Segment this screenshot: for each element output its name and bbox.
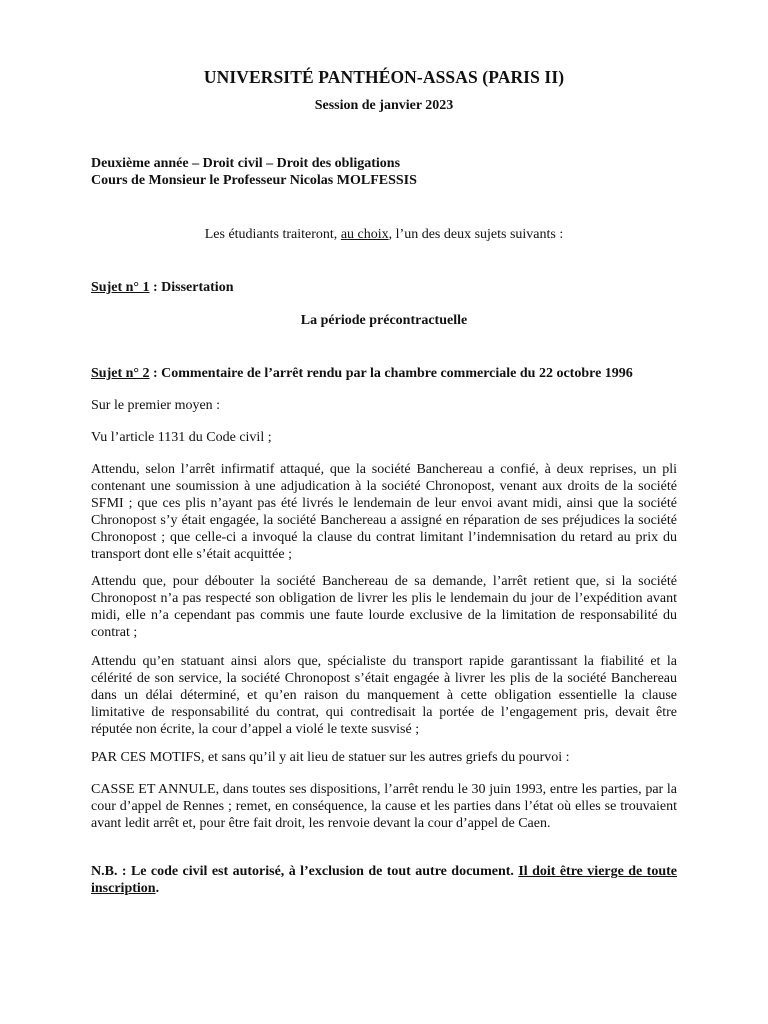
paragraph-2: Vu l’article 1131 du Code civil ;	[91, 430, 272, 445]
nb-suffix: .	[155, 881, 160, 896]
intro-after: , l’un des deux sujets suivants :	[388, 227, 564, 242]
subject-1-label: Sujet n° 1	[91, 280, 150, 295]
paragraph-6: PAR CES MOTIFS, et sans qu’il y ait lieu de statuer sur les autres griefs du pourvoi :	[91, 750, 570, 765]
university-title: UNIVERSITÉ PANTHÉON-ASSAS (PARIS II)	[203, 67, 565, 87]
paragraph-4: Attendu que, pour débouter la société Banchereau de sa demande, l’arrêt retient que, si la société Chronopost n’a pas respecté son obligation de livrer les plis le lendemain du jour de l’expédition avant midi, elle n’a cependant pas commis une faute lourde exclusive de la limitation de responsabilité du contrat ;	[91, 574, 677, 640]
course-line-2: Cours de Monsieur le Professeur Nicolas MOLFESSIS	[91, 173, 417, 188]
nb-note	[91, 863, 677, 897]
course-info	[91, 155, 677, 189]
subject-2-heading	[91, 365, 677, 382]
course-line-1: Deuxième année – Droit civil – Droit des obligations	[91, 156, 401, 171]
paragraph-5: Attendu qu’en statuant ainsi alors que, spécialiste du transport rapide garantissant la fiabilité et la célérité de son service, la société Chronopost s’était engagée à livrer les plis de la société Banchereau dans un délai déterminé, et qu’en raison du manquement à cette obligation essentielle la clause limitative de responsabilité du contrat, qui contredisait la portée de l’engagement pris, devait être réputée non écrite, la cour d’appel a violé le texte susvisé ;	[91, 654, 677, 737]
session-label: Session de janvier 2023	[314, 98, 454, 113]
subject-1-title: La période précontractuelle	[300, 313, 468, 328]
paragraph-3: Attendu, selon l’arrêt infirmatif attaqué, que la société Banchereau a confié, à deux reprises, un pli contenant une soumission à une adjudication à la société Chronopost, venant aux droits de la société SFMI ; que ces plis n’ayant pas été livrés le lendemain de leur envoi avant midi, ainsi que la société Chronopost s’y était engagée, la société Banchereau a assigné en réparation de ses préjudices la société Chronopost ; que celle-ci a invoqué la clause du contrat limitant l’indemnisation du retard au prix du transport dont elle s’était acquittée ;	[91, 462, 677, 562]
intro-choice: au choix	[340, 227, 389, 242]
paragraph-7: CASSE ET ANNULE, dans toutes ses dispositions, l’arrêt rendu le 30 juin 1993, entre les parties, par la cour d’appel de Rennes ; remet, en conséquence, la cause et les parties dans l’état où elles se trouvaient avant ledit arrêt et, pour être fait droit, les renvoie devant la cour d’appel de Caen.	[91, 782, 677, 831]
nb-prefix: N.B. : Le code civil est autorisé, à l’exclusion de tout autre document.	[91, 864, 519, 879]
subject-1-type: : Dissertation	[149, 280, 234, 295]
subject-2-type: : Commentaire de l’arrêt rendu par la chambre commerciale du 22 octobre 1996	[149, 366, 633, 381]
paragraph-1: Sur le premier moyen :	[91, 398, 221, 413]
nb-underlined: Il doit être vierge de toute inscription	[91, 864, 677, 896]
intro-before: Les étudiants traiteront,	[204, 227, 341, 242]
subject-1-heading	[91, 279, 677, 296]
subject-2-label: Sujet n° 2	[91, 366, 150, 381]
instructions	[0, 227, 768, 243]
